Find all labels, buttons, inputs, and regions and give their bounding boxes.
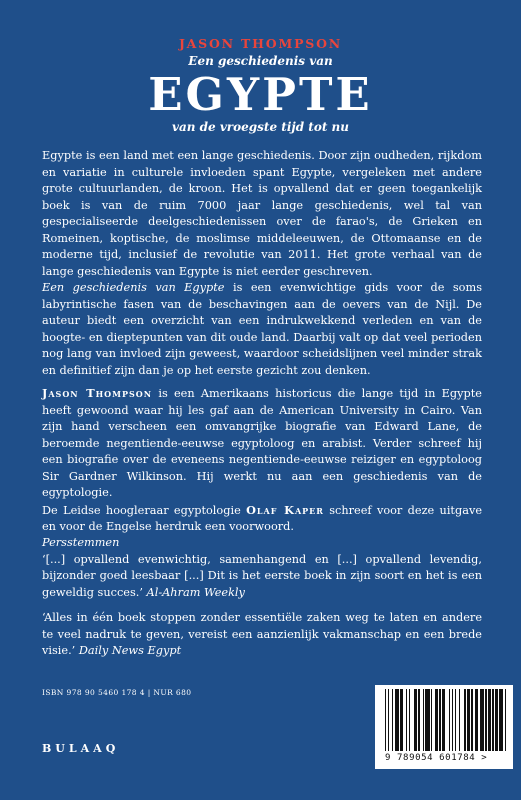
foreword-rest: schreef voor deze uitgave en voor de Engelse herdruk een voorwoord. bbox=[42, 503, 483, 533]
barcode-number: 9 789054 601784 > bbox=[385, 753, 488, 763]
bio-author-name: Jason Thompson bbox=[42, 386, 153, 400]
foreword-start: De Leidse hoogleraar egyptologie bbox=[42, 503, 247, 517]
press-section-2 bbox=[42, 610, 482, 660]
press-heading: Persstemmen bbox=[42, 536, 120, 549]
press-quote-1 bbox=[42, 552, 482, 602]
blurb-paragraph-1: Egypte is een land met een lange geschiedenis. Door zijn oudheden, rijkdom en variatie in culturele invloeden spant Egypte, vergeleken met andere grote cultuurlanden, de kroon. Het is opvallend dat er geen toegankelijk boek is van de ruim 7000 jaar lange geschiedenis, wel tal van gespecialiseerde deelgeschiedenissen over de farao's, de Grieken en Romeinen, koptische, de moslimse middeleeuwen, de Ottomaanse en de moderne tijd, inclusief de revolutie van 2011. Het grote verhaal van de lange geschiedenis van Egypte is niet eerder geschreven. bbox=[42, 149, 482, 278]
barcode bbox=[375, 685, 513, 769]
foreword-author-name: Olaf Kaper bbox=[246, 502, 324, 517]
blurb-paragraph-2 bbox=[42, 280, 482, 379]
bio-section bbox=[42, 385, 482, 536]
barcode-stripe bbox=[506, 689, 509, 751]
press-section bbox=[42, 535, 482, 601]
press-quote-2-text: ‘Alles in één boek stoppen zonder essentiële zaken weg te laten en andere te veel nadruk te geven, vereist een aanzienlijk vakmanschap en een brede visie.’ bbox=[42, 611, 482, 657]
blurb-section bbox=[42, 148, 482, 379]
press-quote-2 bbox=[42, 610, 482, 660]
book-title: EGYPTE bbox=[148, 68, 373, 121]
bio-paragraph bbox=[42, 385, 482, 502]
press-source-2: Daily News Egypt bbox=[78, 644, 182, 657]
press-source-1: Al-Ahram Weekly bbox=[146, 585, 245, 599]
barcode-bars bbox=[385, 689, 509, 751]
title-kicker: Een geschiedenis van bbox=[188, 54, 333, 68]
publisher-logo: BULAAQ bbox=[42, 742, 120, 755]
blurb-book-title: Een geschiedenis van Egypte bbox=[42, 281, 225, 294]
bio-paragraph-text: is een Amerikaans historicus die lange tijd in Egypte heeft gewoond waar hij les gaf aan de American University in Cairo. Van zijn hand verscheen een omvangrijke biografie van Edward Lane, de beroemde negentiende-eeuwse egyptoloog en arabist. Verder schreef hij een biografie over de eveneens negentiende-eeuwse reiziger en egyptoloog Sir Gardner Wilkinson. Hij werkt nu aan een geschiedenis van de egyptologie. bbox=[42, 387, 482, 499]
foreword-paragraph bbox=[42, 502, 482, 536]
press-quote-1-text: ‘[...] opvallend evenwichtig, samenhangend en [...] opvallend levendig, bijzonder goed leesbaar [...] Dit is het eerste boek in zijn soort en het is een geweldig succes.’ bbox=[42, 552, 482, 599]
isbn-line: ISBN 978 90 5460 178 4 | NUR 680 bbox=[42, 688, 192, 697]
author-name: JASON THOMPSON bbox=[178, 36, 343, 51]
book-subtitle: van de vroegste tijd tot nu bbox=[171, 120, 350, 134]
blurb-paragraph-2-text: is een evenwichtige gids voor de soms labyrintische fasen van de beschavingen aan de oevers van de Nijl. De auteur biedt een overzicht van een indrukwekkend verleden en van de hoogte- en dieptepunten van dit oude land. Daarbij valt op dat veel perioden nog lang van invloed zijn geweest, waardoor scheidslijnen veel minder strak en definitief zijn dan je op het eerste gezicht zou denken. bbox=[42, 281, 482, 377]
